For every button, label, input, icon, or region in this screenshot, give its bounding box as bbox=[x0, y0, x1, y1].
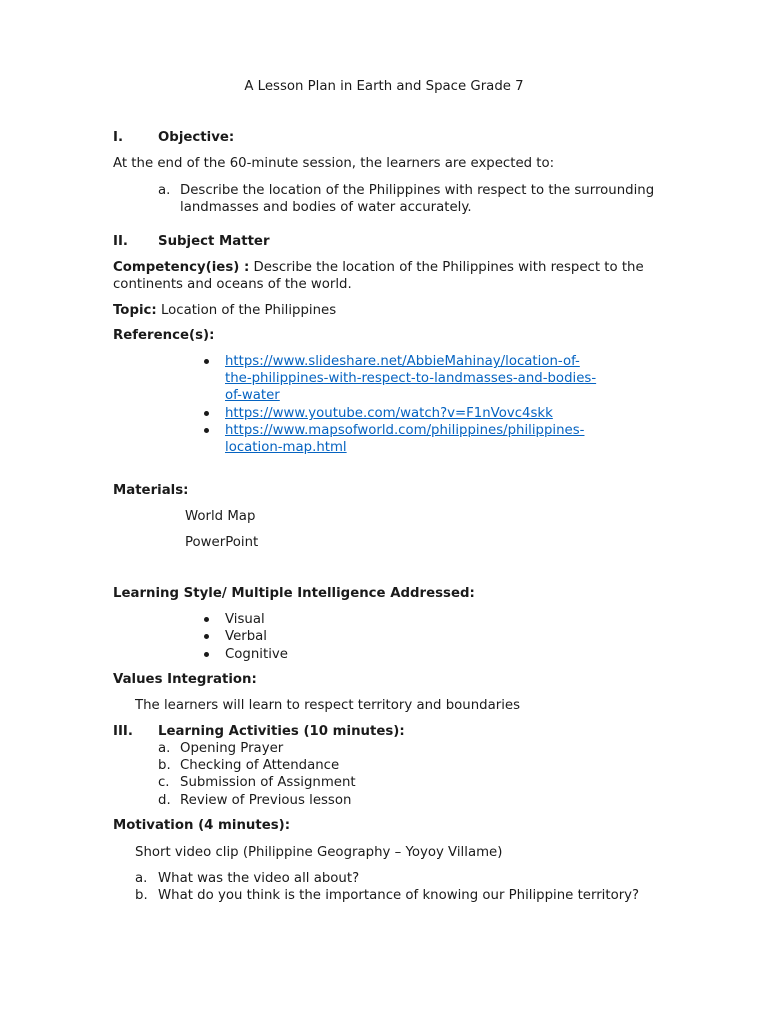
competency-line bbox=[113, 259, 644, 276]
activity-marker-c: c. bbox=[158, 775, 170, 790]
reference-link-1-line1[interactable]: https://www.slideshare.net/AbbieMahinay/location-of- bbox=[225, 354, 580, 369]
objective-item-marker: a. bbox=[158, 183, 171, 198]
learning-activities-heading: Learning Activities (10 minutes): bbox=[158, 724, 405, 739]
activity-item-c: Submission of Assignment bbox=[180, 775, 356, 790]
objective-intro: At the end of the 60-minute session, the learners are expected to: bbox=[113, 156, 555, 171]
motivation-marker-b: b. bbox=[135, 888, 148, 903]
activity-item-d: Review of Previous lesson bbox=[180, 793, 352, 808]
topic-text: Location of the Philippines bbox=[156, 303, 337, 318]
objective-item-line2: landmasses and bodies of water accurately. bbox=[180, 200, 472, 215]
objective-item-line1: Describe the location of the Philippines with respect to the surrounding bbox=[180, 183, 655, 198]
reference-link-3-line1[interactable]: https://www.mapsofworld.com/philippines/philippines- bbox=[225, 423, 585, 438]
reference-bullet-3 bbox=[204, 428, 209, 433]
learning-style-item-3: Cognitive bbox=[225, 647, 288, 662]
learning-style-item-1: Visual bbox=[225, 612, 265, 627]
motivation-item-a: What was the video all about? bbox=[158, 871, 360, 886]
activity-item-b: Checking of Attendance bbox=[180, 758, 340, 773]
activity-marker-d: d. bbox=[158, 793, 171, 808]
material-item-1: World Map bbox=[185, 509, 256, 524]
learning-style-bullet-3 bbox=[204, 652, 209, 657]
motivation-heading: Motivation (4 minutes): bbox=[113, 818, 291, 833]
learning-style-bullet-1 bbox=[204, 617, 209, 622]
activity-marker-a: a. bbox=[158, 741, 171, 756]
subject-matter-heading: Subject Matter bbox=[158, 234, 270, 249]
reference-link-2[interactable]: https://www.youtube.com/watch?v=F1nVovc4skk bbox=[225, 406, 553, 421]
values-text: The learners will learn to respect territory and boundaries bbox=[135, 698, 520, 713]
reference-bullet-1 bbox=[204, 359, 209, 364]
reference-bullet-2 bbox=[204, 411, 209, 416]
document-title: A Lesson Plan in Earth and Space Grade 7 bbox=[244, 79, 524, 94]
objective-heading: Objective: bbox=[158, 130, 235, 145]
subject-matter-numeral: II. bbox=[113, 234, 128, 249]
values-heading: Values Integration: bbox=[113, 672, 257, 687]
learning-activities-numeral: III. bbox=[113, 724, 133, 739]
motivation-marker-a: a. bbox=[135, 871, 148, 886]
objective-numeral: I. bbox=[113, 130, 123, 145]
material-item-2: PowerPoint bbox=[185, 535, 259, 550]
learning-style-heading: Learning Style/ Multiple Intelligence Addressed: bbox=[113, 586, 475, 601]
competency-text-line2: continents and oceans of the world. bbox=[113, 277, 352, 292]
reference-link-3-line2[interactable]: location-map.html bbox=[225, 440, 347, 455]
learning-style-item-2: Verbal bbox=[225, 629, 267, 644]
references-heading: Reference(s): bbox=[113, 328, 215, 343]
reference-link-1-line3[interactable]: of-water bbox=[225, 388, 280, 403]
learning-style-bullet-2 bbox=[204, 634, 209, 639]
topic-line bbox=[113, 302, 336, 319]
motivation-text: Short video clip (Philippine Geography – Yoyoy Villame) bbox=[135, 845, 503, 860]
reference-link-1-line2[interactable]: the-philippines-with-respect-to-landmasses-and-bodies- bbox=[225, 371, 597, 386]
materials-heading: Materials: bbox=[113, 483, 189, 498]
activity-marker-b: b. bbox=[158, 758, 171, 773]
activity-item-a: Opening Prayer bbox=[180, 741, 284, 756]
motivation-item-b: What do you think is the importance of knowing our Philippine territory? bbox=[158, 888, 640, 903]
competency-text-line1: Describe the location of the Philippines with respect to the bbox=[249, 260, 644, 275]
topic-label: Topic: bbox=[113, 303, 157, 318]
competency-label: Competency(ies) : bbox=[113, 260, 250, 275]
